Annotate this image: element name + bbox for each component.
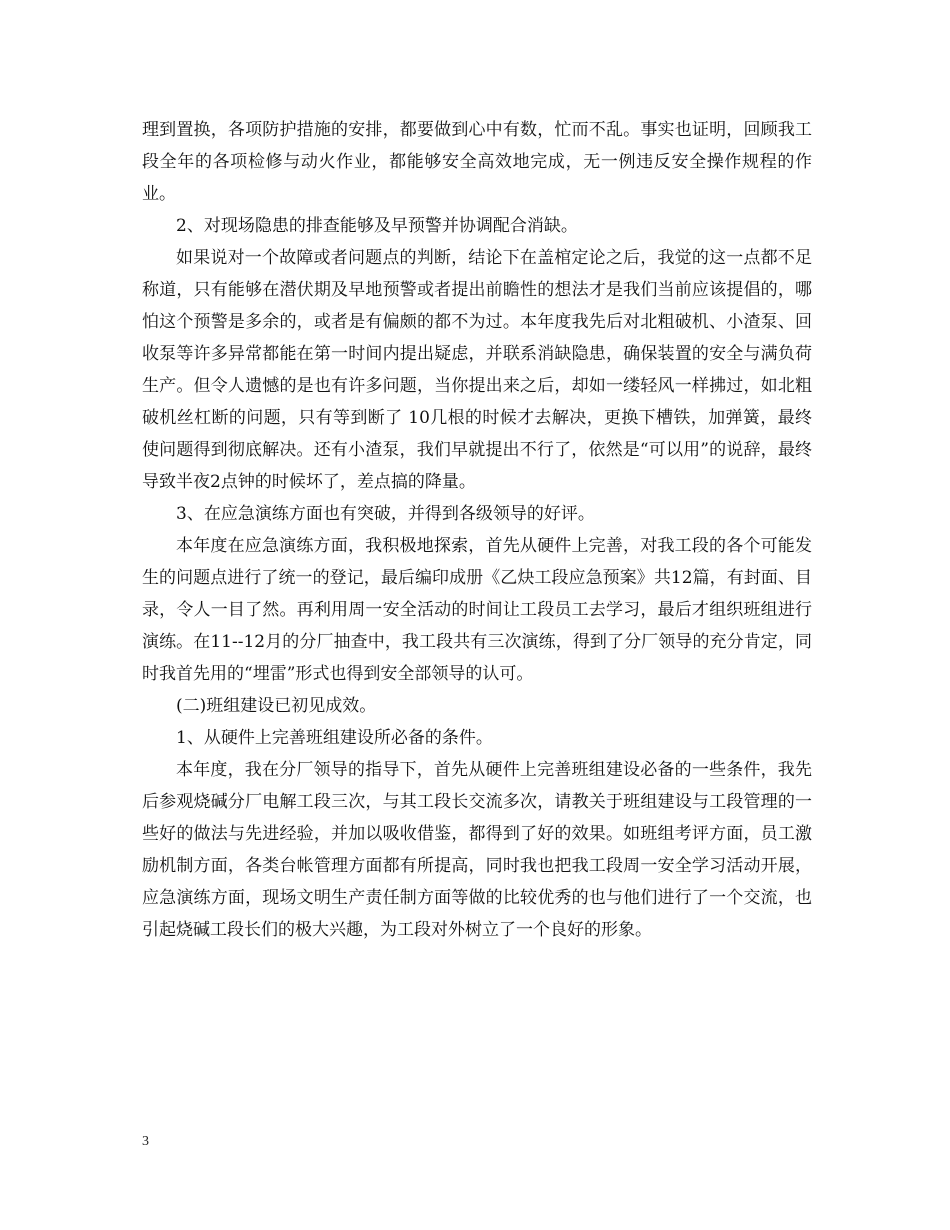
paragraph-emergency-drill: 本年度在应急演练方面，我积极地探索，首先从硬件上完善，对我工段的各个可能发生的问题点进行了统一的登记，最后编印成册《乙炔工段应急预案》共12篇，有封面、目录，令人一目了然。再利用周一安全活动的时间让工段员工去学习，最后才组织班组进行演练。在11--12月的分厂抽查中，我工段共有三次演练，得到了分厂领导的充分肯定，同时我首先用的“埋雷”形式也得到安全部领导的认可。 [142, 536, 812, 684]
heading-team-hardware: 1、从硬件上完善班组建设所必备的条件。 [176, 728, 493, 748]
paragraph-hazard-inspection: 如果说对一个故障或者问题点的判断，结论下在盖棺定论之后，我觉的这一点都不足称道，只有能够在潜伏期及早地预警或者提出前瞻性的想法才是我们当前应该提倡的，哪怕这个预警是多余的，或者是有偏颇的都不为过。本年度我先后对北粗破机、小渣泵、回收泵等许多异常都能在第一时间内提出疑虑，并联系消缺隐患，确保装置的安全与满负荷生产。但令人遗憾的是也有许多问题，当你提出来之后，却如一缕轻风一样拂过，如北粗破机丝杠断的问题，只有等到断了 10几根的时候才去解决，更换下槽铁，加弹簧，最终使问题得到彻底解决。还有小渣泵，我们早就提出不行了，依然是“可以用”的说辞，最终导致半夜2点钟的时候坏了，差点搞的降量。 [142, 248, 812, 492]
heading-emergency-drill: 3、在应急演练方面也有突破，并得到各级领导的好评。 [176, 504, 595, 524]
heading-team-building: (二)班组建设已初见成效。 [176, 696, 377, 716]
paragraph-continuation: 理到置换，各项防护措施的安排，都要做到心中有数，忙而不乱。事实也证明，回顾我工段全年的各项检修与动火作业，都能够安全高效地完成，无一例违反安全操作规程的作业。 [142, 120, 812, 204]
document-body [142, 114, 812, 946]
page-number: 3 [142, 1134, 149, 1149]
heading-hazard-inspection: 2、对现场隐患的排查能够及早预警并协调配合消缺。 [176, 216, 578, 236]
paragraph-team-hardware: 本年度，我在分厂领导的指导下，首先从硬件上完善班组建设必备的一些条件，我先后参观烧碱分厂电解工段三次，与其工段长交流多次，请教关于班组建设与工段管理的一些好的做法与先进经验，并加以吸收借鉴，都得到了好的效果。如班组考评方面，员工激励机制方面，各类台帐管理方面都有所提高，同时我也把我工段周一安全学习活动开展，应急演练方面，现场文明生产责任制方面等做的比较优秀的也与他们进行了一个交流，也引起烧碱工段长们的极大兴趣，为工段对外树立了一个良好的形象。 [142, 760, 812, 940]
